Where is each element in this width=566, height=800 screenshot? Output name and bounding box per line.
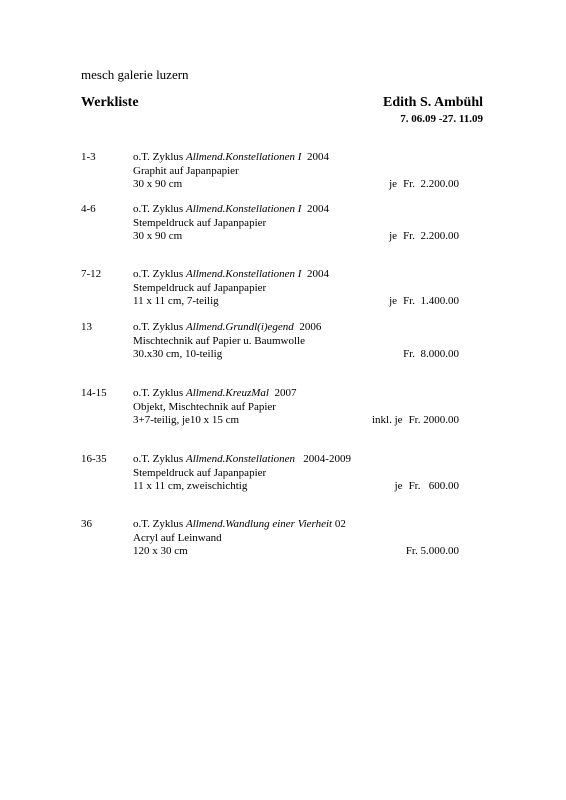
work-size: 30 x 90 cm	[133, 230, 183, 242]
work-price	[372, 414, 459, 428]
work-year: 2007	[274, 387, 297, 399]
work-size: 3+7-teilig, je10 x 15 cm	[133, 414, 240, 426]
work-number: 4-6	[81, 203, 96, 215]
work-number: 13	[81, 321, 92, 333]
price-prefix: je	[389, 178, 398, 190]
title-series: Allmend.Konstellationen I	[185, 203, 302, 215]
work-year: 2004	[306, 151, 329, 163]
title-series: Allmend.Grundl(i)egend	[185, 321, 294, 333]
price-amount: Fr. 5.000.00	[405, 545, 459, 557]
title-series: Allmend.Wandlung einer Vierheit	[185, 518, 333, 530]
title-prefix: o.T. Zyklus	[133, 268, 186, 280]
work-year: 2004-2009	[303, 453, 351, 465]
work-title	[133, 453, 351, 467]
work-price	[389, 295, 459, 309]
work-size: 11 x 11 cm, 7-teilig	[133, 295, 219, 307]
work-description	[133, 321, 321, 362]
work-title	[133, 518, 346, 532]
work-number: 16-35	[81, 453, 107, 465]
work-price	[389, 230, 459, 244]
work-size: 11 x 11 cm, zweischichtig	[133, 480, 248, 492]
exhibition-dates: 7. 06.09 -27. 11.09	[400, 113, 483, 125]
gallery-name: mesch galerie luzern	[81, 67, 189, 82]
work-title	[133, 268, 329, 282]
work-technique: Stempeldruck auf Japanpapier	[133, 281, 267, 294]
title-series: Allmend.KreuzMal	[185, 387, 269, 399]
price-amount: Fr. 2.200.00	[403, 178, 459, 190]
work-title	[133, 387, 296, 401]
price-prefix: je	[394, 480, 403, 492]
work-description	[133, 151, 329, 192]
work-number: 14-15	[81, 387, 107, 399]
work-size: 30.x30 cm, 10-teilig	[133, 348, 223, 360]
document-title: Werkliste	[81, 95, 139, 110]
work-description	[133, 518, 346, 559]
work-description	[133, 268, 329, 309]
work-year: 2006	[299, 321, 322, 333]
price-prefix: inkl. je	[372, 414, 403, 426]
price-amount: Fr. 600.00	[408, 480, 459, 492]
title-prefix: o.T. Zyklus	[133, 387, 186, 399]
work-title	[133, 321, 321, 335]
work-price	[395, 480, 459, 494]
work-number: 7-12	[81, 268, 102, 280]
work-number: 1-3	[81, 151, 96, 163]
price-amount: Fr. 2000.00	[408, 414, 459, 426]
work-year: 2004	[306, 268, 329, 280]
work-title	[133, 151, 329, 165]
title-prefix: o.T. Zyklus	[133, 321, 186, 333]
work-price	[389, 178, 459, 192]
title-prefix: o.T. Zyklus	[133, 518, 186, 530]
price-prefix: je	[389, 230, 398, 242]
work-technique: Stempeldruck auf Japanpapier	[133, 466, 267, 479]
work-description	[133, 387, 296, 428]
title-prefix: o.T. Zyklus	[133, 151, 186, 163]
work-year: 2004	[306, 203, 329, 215]
title-series: Allmend.Konstellationen	[185, 453, 296, 465]
work-technique: Objekt, Mischtechnik auf Papier	[133, 400, 276, 413]
work-number: 36	[81, 518, 92, 530]
price-amount: Fr. 1.400.00	[403, 295, 459, 307]
title-prefix: o.T. Zyklus	[133, 203, 186, 215]
work-title	[133, 203, 329, 217]
title-prefix: o.T. Zyklus	[133, 453, 186, 465]
artist-name: Edith S. Ambühl	[383, 95, 483, 110]
work-technique: Mischtechnik auf Papier u. Baumwolle	[133, 334, 305, 347]
title-series: Allmend.Konstellationen I	[185, 151, 302, 163]
work-price	[406, 545, 459, 559]
work-technique: Acryl auf Leinwand	[133, 531, 222, 544]
work-year: 02	[334, 518, 346, 530]
price-prefix: je	[389, 295, 398, 307]
work-price	[403, 348, 459, 362]
work-technique: Graphit auf Japanpapier	[133, 164, 239, 177]
price-amount: Fr. 8.000.00	[403, 348, 459, 360]
work-description	[133, 203, 329, 244]
work-description	[133, 453, 351, 494]
work-size: 120 x 30 cm	[133, 545, 188, 557]
work-size: 30 x 90 cm	[133, 178, 183, 190]
title-series: Allmend.Konstellationen I	[185, 268, 302, 280]
price-amount: Fr. 2.200.00	[403, 230, 459, 242]
work-technique: Stempeldruck auf Japanpapier	[133, 216, 267, 229]
